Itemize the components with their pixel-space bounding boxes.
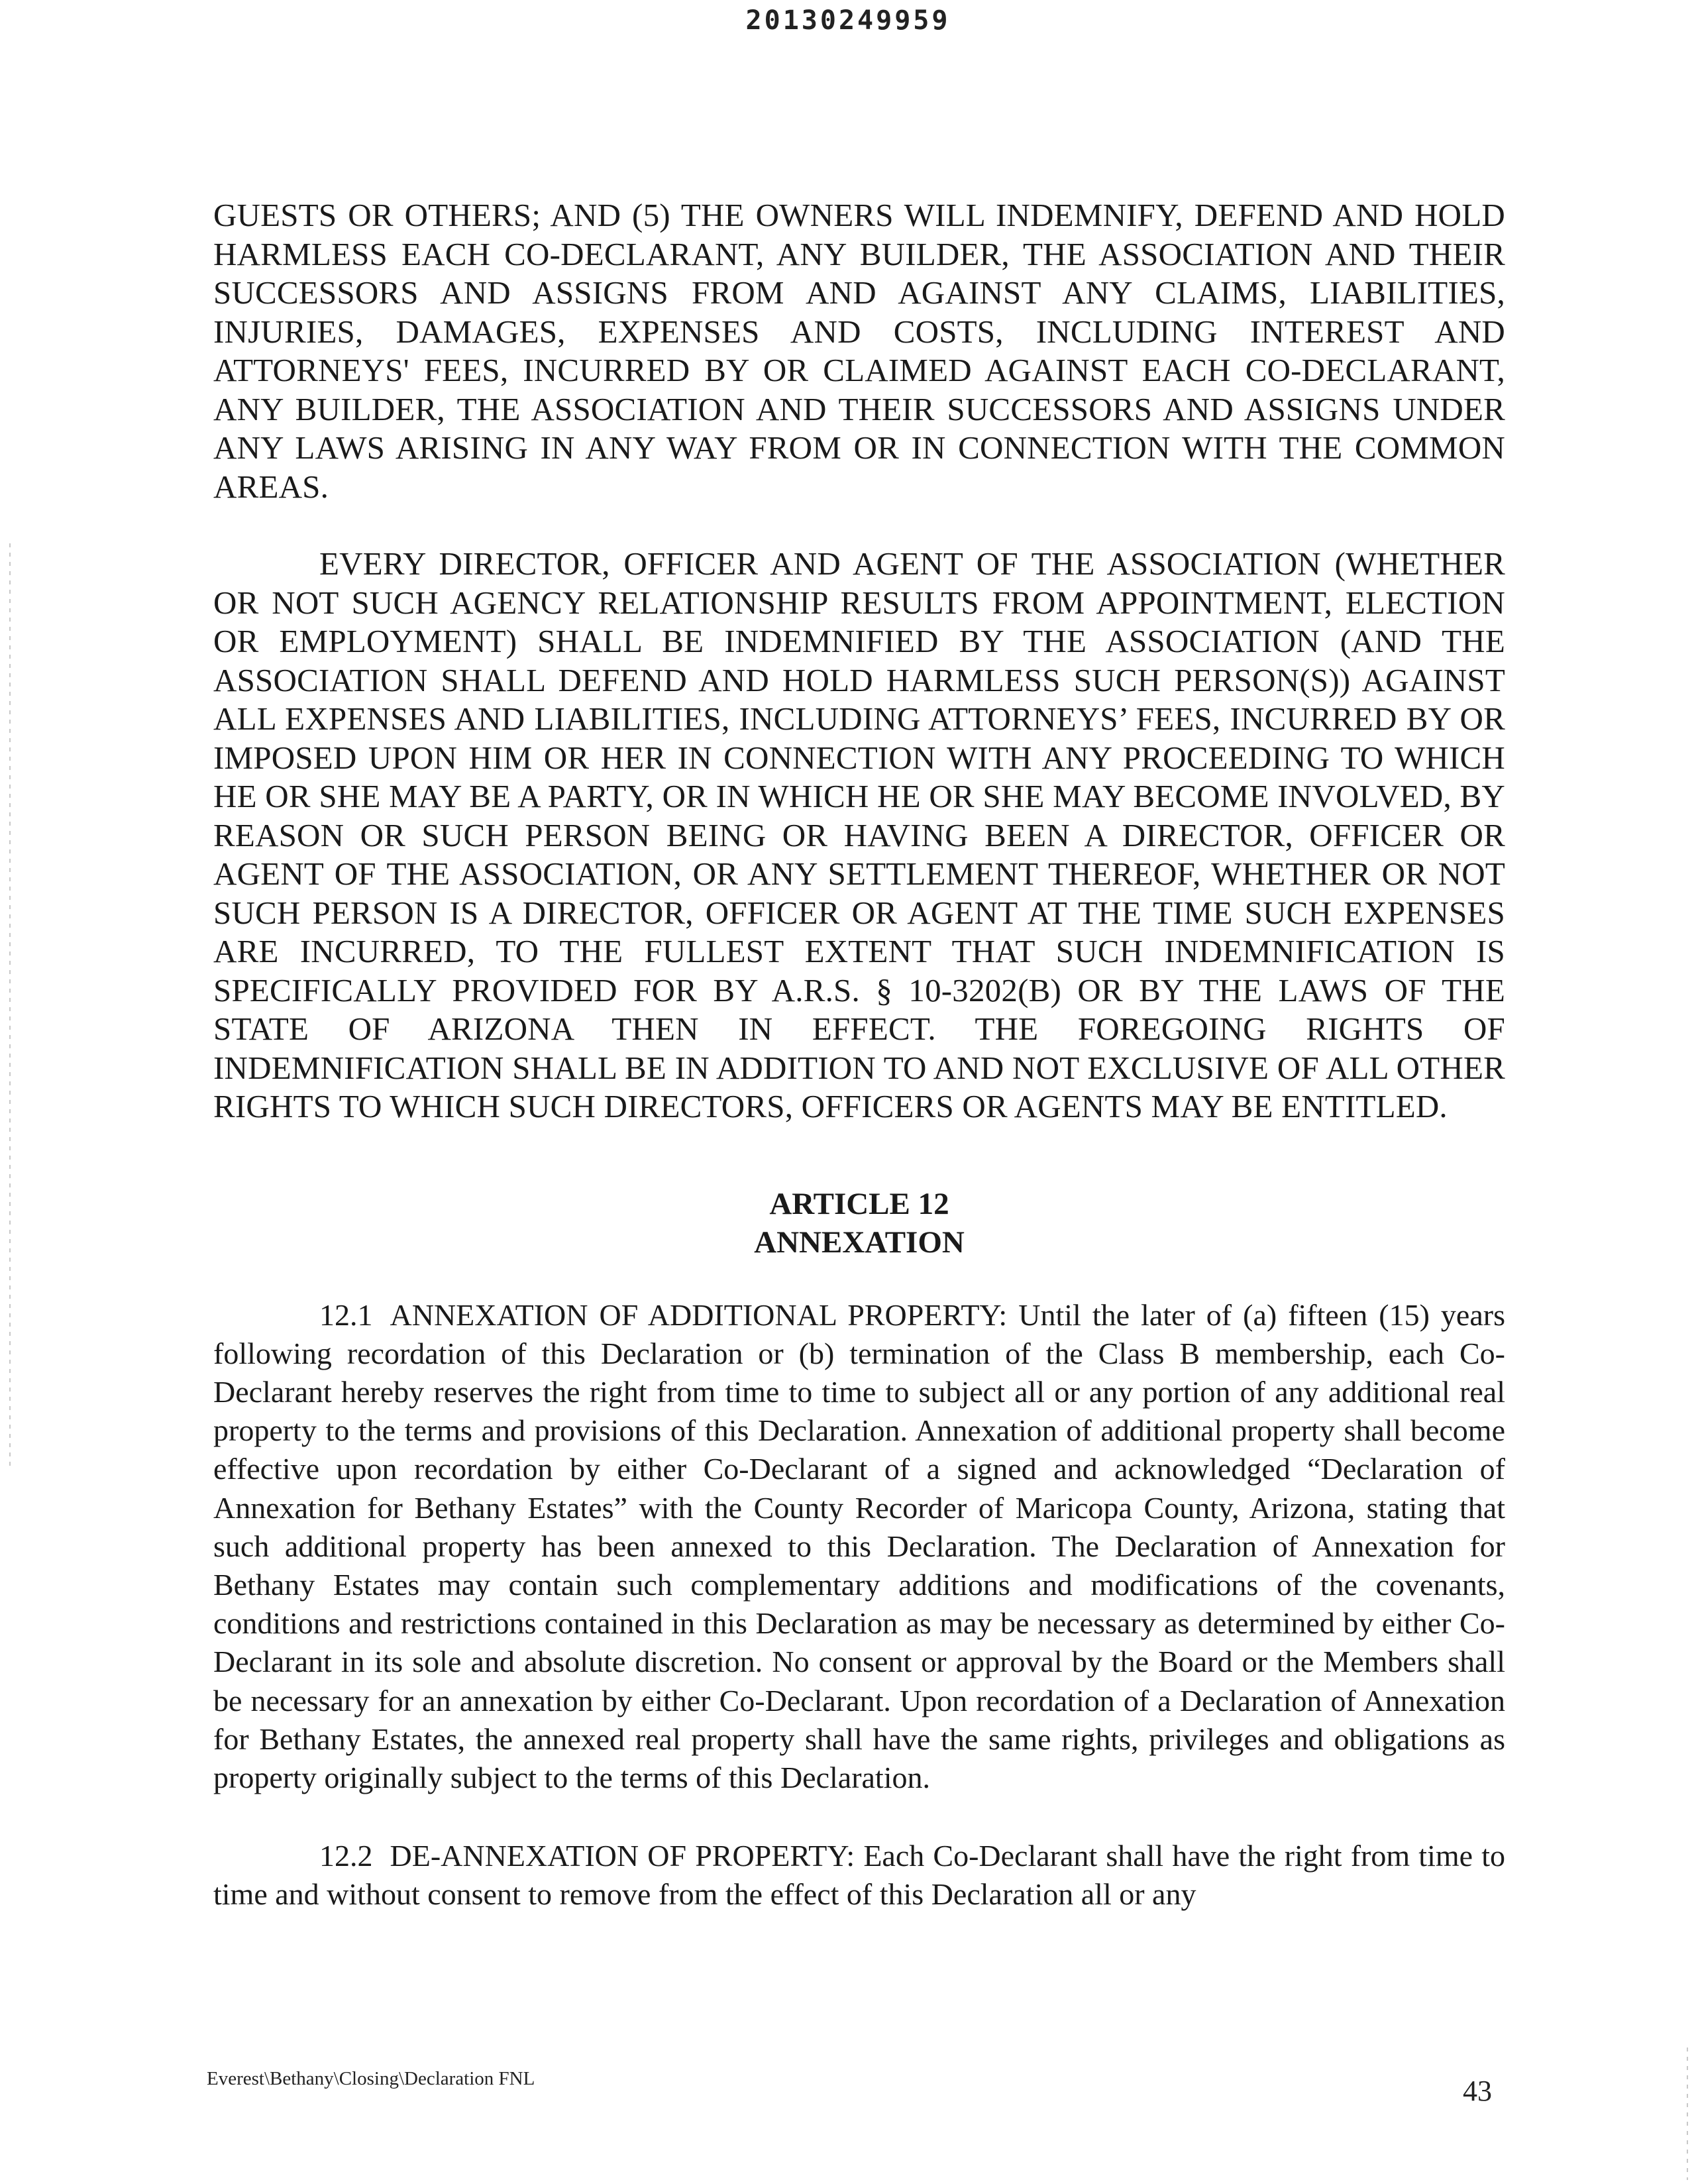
director-indemnification-paragraph: EVERY DIRECTOR, OFFICER AND AGENT OF THE ASSOCIATION (WHETHER OR NOT SUCH AGENCY RELATIONSHIP RESULTS FROM APPOINTMENT, ELECTION OR EMPLOYMENT) SHALL BE INDEMNIFIED BY THE ASSOCIATION (AND THE ASSOCIATION SHALL DEFEND AND HOLD HARMLESS SUCH PERSON(S)) AGAINST ALL EXPENSES AND LIABILITIES, INCLUDING ATTORNEYS’ FEES, INCURRED BY OR IMPOSED UPON HIM OR HER IN CONNECTION WITH ANY PROCEEDING TO WHICH HE OR SHE MAY BE A PARTY, OR IN WHICH HE OR SHE MAY BECOME INVOLVED, BY REASON OR SUCH PERSON BEING OR HAVING BEEN A DIRECTOR, OFFICER OR AGENT OF THE ASSOCIATION, OR ANY SETTLEMENT THEREOF, WHETHER OR NOT SUCH PERSON IS A DIRECTOR, OFFICER OR AGENT AT THE TIME SUCH EXPENSES ARE INCURRED, TO THE FULLEST EXTENT THAT SUCH INDEMNIFICATION IS SPECIFICALLY PROVIDED FOR BY A.R.S. § 10-3202(B) OR BY THE LAWS OF THE STATE OF ARIZONA THEN IN EFFECT. THE FOREGOING RIGHTS OF INDEMNIFICATION SHALL BE IN ADDITION TO AND NOT EXCLUSIVE OF ALL OTHER RIGHTS TO WHICH SUCH DIRECTORS, OFFICERS OR AGENTS MAY BE ENTITLED. bbox=[213, 545, 1505, 1124]
section-text: ANNEXATION OF ADDITIONAL PROPERTY: Until the later of (a) fifteen (15) years following recordation of this Declaration or (b) termination of the Class B membership, each Co-Declarant hereby reserves the right from time to time to subject all or any portion of any additional real property to the terms and provisions of this Declaration. Annexation of additional property shall become effective upon recordation by either Co-Declarant of a signed and acknowledged “Declaration of Annexation for Bethany Estates” with the County Recorder of Maricopa County, Arizona, stating that such additional property has been annexed to this Declaration. The Declaration of Annexation for Bethany Estates may contain such complementary additions and modifications of the covenants, conditions and restrictions contained in this Declaration as may be necessary as determined by either Co-Declarant in its sole and absolute discretion. No consent or approval by the Board or the Members shall be necessary for an annexation by either Co-Declarant. Upon recordation of a Declaration of Annexation for Bethany Estates, the annexed real property shall have the same rights, privileges and obligations as property originally subject to the terms of this Declaration. bbox=[213, 1297, 1505, 1794]
section-text: DE-ANNEXATION OF PROPERTY: Each Co-Declarant shall have the right from time to time and without consent to remove from the effect of this Declaration all or any bbox=[213, 1839, 1505, 1912]
document-number: 20130249959 bbox=[745, 5, 951, 36]
page-number: 43 bbox=[1463, 2075, 1492, 2107]
section-12-1 bbox=[213, 1296, 1505, 1798]
article-heading bbox=[213, 1185, 1505, 1262]
article-title: ANNEXATION bbox=[754, 1225, 965, 1260]
article-label: ARTICLE 12 bbox=[769, 1186, 949, 1221]
section-number: 12.2 bbox=[319, 1839, 373, 1873]
footer-file-path: Everest\Bethany\Closing\Declaration FNL bbox=[207, 2068, 535, 2089]
section-12-2 bbox=[213, 1837, 1505, 1914]
scan-edge-mark bbox=[1687, 2048, 1688, 2180]
indemnity-paragraph-continued: GUESTS OR OTHERS; AND (5) THE OWNERS WILL INDEMNIFY, DEFEND AND HOLD HARMLESS EACH CO-DECLARANT, ANY BUILDER, THE ASSOCIATION AND THEIR SUCCESSORS AND ASSIGNS FROM AND AGAINST ANY CLAIMS, LIABILITIES, INJURIES, DAMAGES, EXPENSES AND COSTS, INCLUDING INTEREST AND ATTORNEYS' FEES, INCURRED BY OR CLAIMED AGAINST EACH CO-DECLARANT, ANY BUILDER, THE ASSOCIATION AND THEIR SUCCESSORS AND ASSIGNS UNDER ANY LAWS ARISING IN ANY WAY FROM OR IN CONNECTION WITH THE COMMON AREAS. bbox=[213, 197, 1505, 505]
page-body bbox=[213, 196, 1505, 1945]
section-number: 12.1 bbox=[319, 1297, 373, 1332]
scan-edge-mark bbox=[9, 543, 11, 1471]
